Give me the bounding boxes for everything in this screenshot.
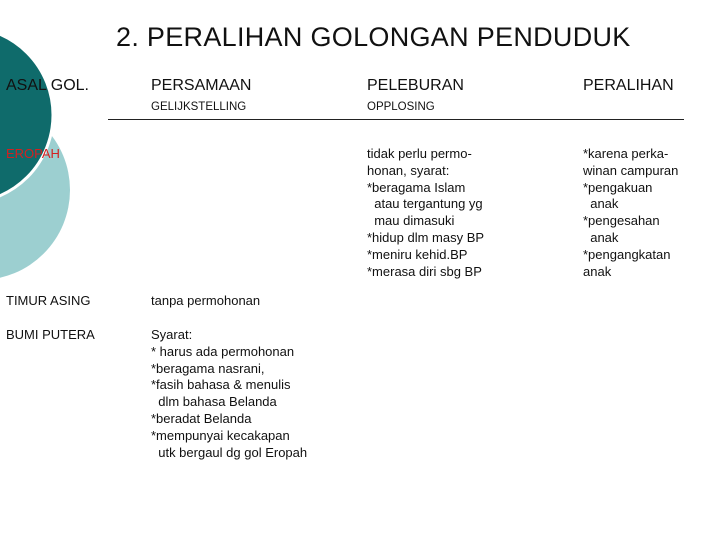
header-persamaan: PERSAMAAN: [151, 77, 252, 94]
subheader-gelijkstelling: GELIJKSTELLING: [151, 101, 247, 113]
row-label-eropah: EROPAH: [6, 146, 60, 161]
header-asal-gol: ASAL GOL.: [6, 77, 89, 94]
subheader-opplosing: OPPLOSING: [367, 101, 435, 113]
page-title: 2. PERALIHAN GOLONGAN PENDUDUK: [116, 22, 631, 52]
eropah-peralihan-text: *karena perka- winan campuran *pengakuan anak *pengesahan anak *pengangkatan anak: [583, 146, 679, 279]
header-peleburan: PELEBURAN: [367, 77, 464, 94]
eropah-peleburan-text: tidak perlu permo- honan, syarat: *beragama Islam atau tergantung yg mau dimasuki *hidup dlm masy BP *meniru kehid.BP *merasa diri sbg BP: [367, 146, 485, 279]
bumi-putera-persamaan-text: Syarat: * harus ada permohonan *beragama nasrani, *fasih bahasa & menulis dlm bahasa Belanda *beradat Belanda *mempunyai kecakapan utk bergaul dg gol Eropah: [151, 327, 308, 460]
header-peralihan: PERALIHAN: [583, 77, 674, 94]
header-divider: [108, 119, 684, 120]
row-label-timur-asing: TIMUR ASING: [6, 293, 91, 308]
timur-asing-persamaan-text: tanpa permohonan: [151, 293, 261, 308]
row-label-bumi-putera: BUMI PUTERA: [6, 327, 95, 342]
